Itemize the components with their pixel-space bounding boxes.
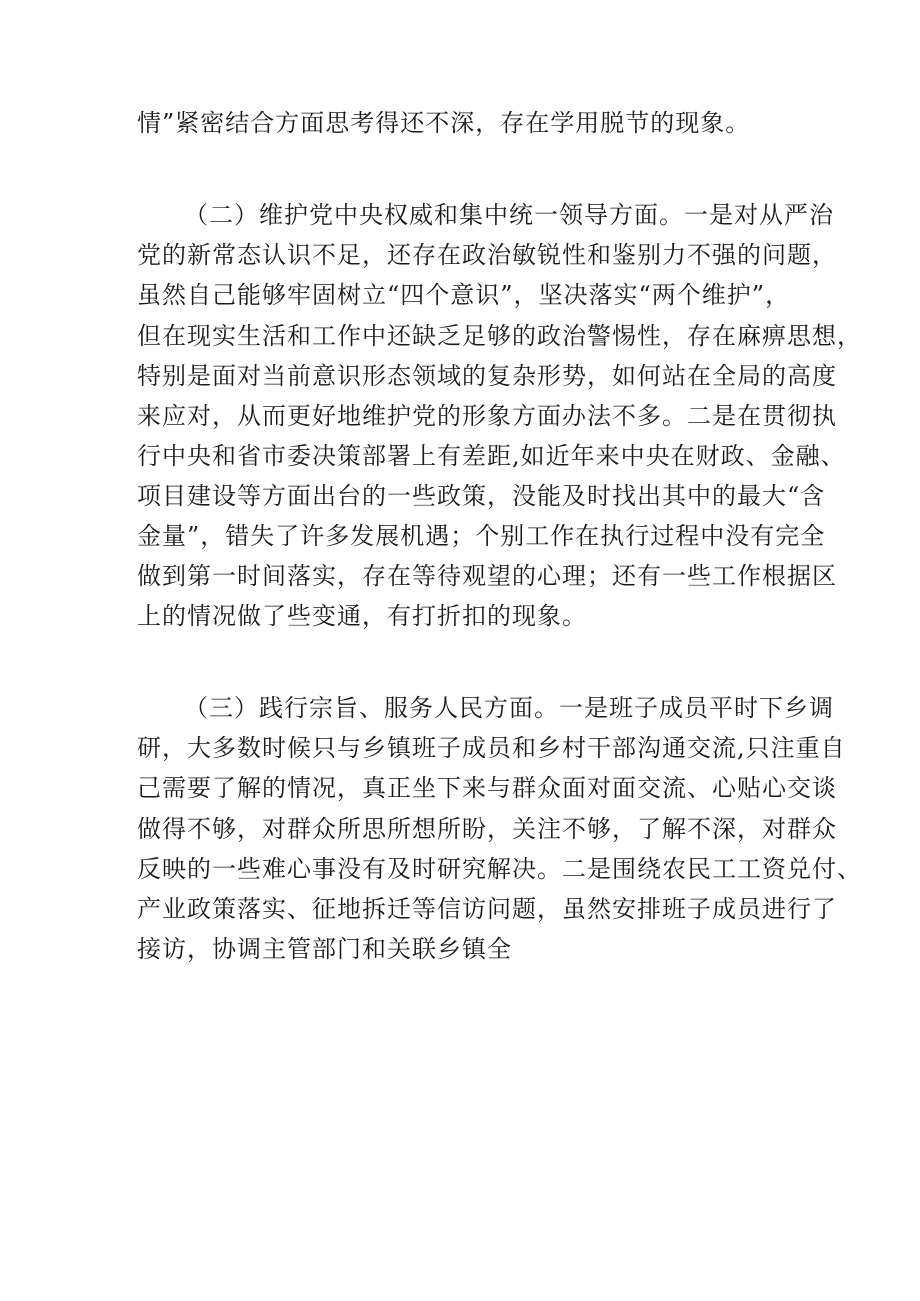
- section-2-line-6: 来应对，从而更好地维护党的形象方面办法不多。二是在贯彻执: [137, 402, 837, 430]
- section-2-line-7: 行中央和省市委决策部署上有差距,如近年来中央在财政、金融、: [137, 442, 846, 470]
- section-2-line-3: 虽然自己能够牢固树立“四个意识”，坚决落实“两个维护”，: [137, 281, 791, 309]
- section-2-line-11: 上的情况做了些变通，有打折扣的现象。: [137, 602, 587, 630]
- section-2-line-4: 但在现实生活和工作中还缺乏足够的政治警惕性，存在麻痹思想，: [137, 322, 862, 350]
- section-3-line-3: 己需要了解的情况，真正坐下来与群众面对面交流、心贴心交谈: [137, 774, 837, 802]
- section-3-line-5: 反映的一些难心事没有及时研究解决。二是围绕农民工工资兑付、: [137, 855, 862, 883]
- section-2-line-5: 特别是面对当前意识形态领域的复杂形势，如何站在全局的高度: [137, 362, 837, 390]
- section-2-line-8: 项目建设等方面出台的一些政策，没能及时找出其中的最大“含: [137, 482, 826, 510]
- section-2-line-2: 党的新常态认识不足，还存在政治敏锐性和鉴别力不强的问题，: [137, 241, 837, 269]
- section-2-heading-line: （二）维护党中央权威和集中统一领导方面。一是对从严治: [184, 201, 834, 229]
- section-2-line-10: 做到第一时间落实，存在等待观望的心理；还有一些工作根据区: [137, 562, 837, 590]
- section-2-line-9: 金量”，错失了许多发展机遇；个别工作在执行过程中没有完全: [137, 522, 826, 550]
- section-3-heading-line: （三）践行宗旨、服务人民方面。一是班子成员平时下乡调: [184, 694, 834, 722]
- section-3-line-6: 产业政策落实、征地拆迁等信访问题，虽然安排班子成员进行了: [137, 895, 837, 923]
- section-3-line-2: 研，大多数时候只与乡镇班子成员和乡村干部沟通交流,只注重自: [137, 734, 846, 762]
- section-3-line-4: 做得不够，对群众所思所想所盼，关注不够，了解不深，对群众: [137, 815, 837, 843]
- paragraph-1-line-1: 情”紧密结合方面思考得还不深，存在学用脱节的现象。: [137, 109, 751, 137]
- section-3-line-7: 接访，协调主管部门和关联乡镇全: [137, 935, 512, 963]
